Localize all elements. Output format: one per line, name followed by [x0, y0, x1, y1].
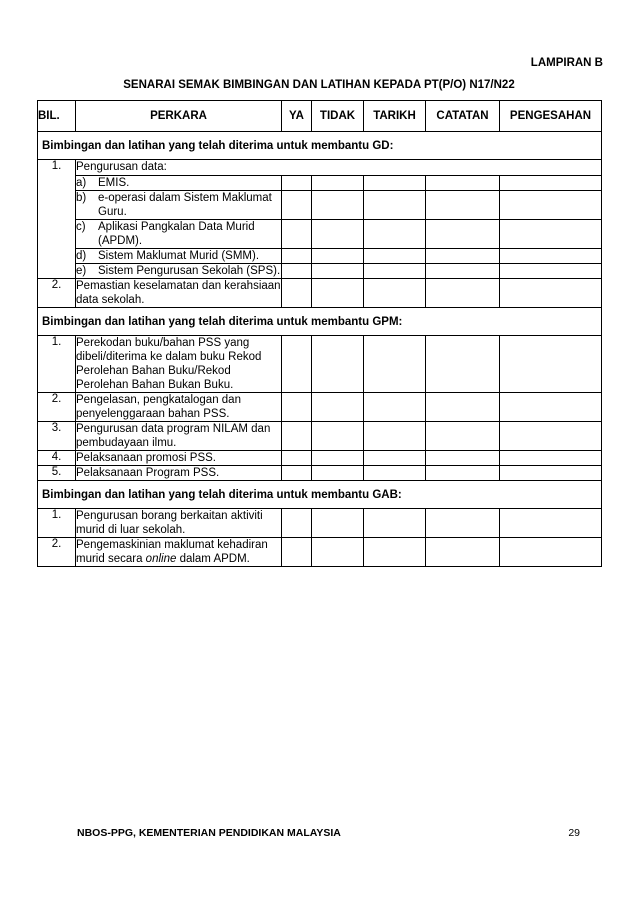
row-number: 1. [38, 509, 76, 538]
row-item: Pengelasan, pengkatalogan dan penyelenggaraan bahan PSS. [76, 393, 282, 422]
row-number: 2. [38, 538, 76, 567]
sub-text: Aplikasi Pangkalan Data Murid (APDM). [98, 221, 255, 247]
cell-tarikh[interactable] [364, 538, 426, 567]
row-item [76, 538, 282, 567]
cell-tidak[interactable] [312, 191, 364, 220]
footer-organisation: NBOS-PPG, KEMENTERIAN PENDIDIKAN MALAYSIA [77, 827, 341, 839]
sub-item [76, 176, 282, 191]
table-row [38, 220, 602, 249]
cell-tidak[interactable] [312, 336, 364, 393]
cell-catatan[interactable] [426, 393, 500, 422]
cell-ya[interactable] [282, 509, 312, 538]
item-text: Pengemaskinian maklumat kehadiran murid secara [76, 539, 268, 565]
row-number: 5. [38, 466, 76, 481]
cell-catatan[interactable] [426, 538, 500, 567]
cell-tidak[interactable] [312, 538, 364, 567]
cell-pengesahan[interactable] [500, 422, 602, 451]
cell-pengesahan[interactable] [500, 538, 602, 567]
cell-pengesahan[interactable] [500, 393, 602, 422]
table-row [38, 422, 602, 451]
cell-pengesahan[interactable] [500, 509, 602, 538]
cell-catatan[interactable] [426, 191, 500, 220]
section-row-gab [38, 481, 602, 509]
cell-tarikh[interactable] [364, 191, 426, 220]
cell-ya[interactable] [282, 422, 312, 451]
header-row [38, 101, 602, 132]
cell-pengesahan[interactable] [500, 451, 602, 466]
cell-tarikh[interactable] [364, 393, 426, 422]
row-item: Pelaksanaan Program PSS. [76, 466, 282, 481]
sub-item [76, 220, 282, 249]
cell-tarikh[interactable] [364, 220, 426, 249]
sub-letter: a) [76, 177, 87, 189]
table-row [38, 538, 602, 567]
sub-item [76, 264, 282, 279]
cell-pengesahan[interactable] [500, 336, 602, 393]
cell-tidak[interactable] [312, 279, 364, 308]
table-row [38, 191, 602, 220]
col-catatan: CATATAN [426, 101, 500, 132]
cell-ya[interactable] [282, 264, 312, 279]
table-row [38, 249, 602, 264]
cell-ya[interactable] [282, 466, 312, 481]
cell-catatan[interactable] [426, 451, 500, 466]
cell-tarikh[interactable] [364, 509, 426, 538]
sub-letter: c) [76, 221, 86, 233]
table-row [38, 160, 602, 176]
cell-pengesahan[interactable] [500, 264, 602, 279]
cell-catatan[interactable] [426, 176, 500, 191]
table-row [38, 264, 602, 279]
page-number: 29 [568, 827, 580, 839]
row-item: Pengurusan borang berkaitan aktiviti murid di luar sekolah. [76, 509, 282, 538]
table-row [38, 509, 602, 538]
cell-pengesahan[interactable] [500, 191, 602, 220]
cell-ya[interactable] [282, 538, 312, 567]
cell-ya[interactable] [282, 336, 312, 393]
cell-tidak[interactable] [312, 451, 364, 466]
cell-tidak[interactable] [312, 466, 364, 481]
row-number: 1. [38, 160, 76, 279]
sub-text: Sistem Pengurusan Sekolah (SPS). [98, 265, 281, 277]
table-row [38, 451, 602, 466]
cell-pengesahan[interactable] [500, 466, 602, 481]
cell-ya[interactable] [282, 191, 312, 220]
row-number: 4. [38, 451, 76, 466]
sub-text: EMIS. [98, 177, 130, 189]
sub-letter: d) [76, 250, 87, 262]
cell-tidak[interactable] [312, 422, 364, 451]
cell-catatan[interactable] [426, 509, 500, 538]
sub-text: e-operasi dalam Sistem Maklumat Guru. [98, 192, 272, 218]
cell-catatan[interactable] [426, 422, 500, 451]
cell-ya[interactable] [282, 393, 312, 422]
item-text: dalam APDM. [176, 553, 250, 565]
cell-tidak[interactable] [312, 176, 364, 191]
sub-letter: e) [76, 265, 87, 277]
cell-ya[interactable] [282, 176, 312, 191]
cell-tarikh[interactable] [364, 264, 426, 279]
cell-tidak[interactable] [312, 393, 364, 422]
row-item: Pemastian keselamatan dan kerahsiaan data sekolah. [76, 280, 281, 306]
table-row [38, 393, 602, 422]
cell-ya[interactable] [282, 451, 312, 466]
col-pengesahan: PENGESAHAN [500, 101, 602, 132]
row-item: Perekodan buku/bahan PSS yang dibeli/diterima ke dalam buku Rekod Perolehan Bahan Buku/Rekod Perolehan Bahan Bukan Buku. [76, 336, 282, 393]
section-title: Bimbingan dan latihan yang telah diterima untuk membantu GD: [38, 132, 602, 160]
cell-catatan[interactable] [426, 279, 500, 308]
cell-tidak[interactable] [312, 249, 364, 264]
col-bil: BIL. [38, 101, 76, 132]
col-perkara: PERKARA [76, 101, 282, 132]
section-title: Bimbingan dan latihan yang telah diterima untuk membantu GAB: [38, 481, 602, 509]
table-row [38, 176, 602, 191]
section-title: Bimbingan dan latihan yang telah diterima untuk membantu GPM: [38, 308, 602, 336]
cell-catatan[interactable] [426, 220, 500, 249]
cell-catatan[interactable] [426, 466, 500, 481]
cell-pengesahan[interactable] [500, 249, 602, 264]
table-row [38, 279, 602, 308]
cell-tidak[interactable] [312, 220, 364, 249]
table-row [38, 466, 602, 481]
item-text-italic: online [145, 553, 177, 565]
cell-catatan[interactable] [426, 336, 500, 393]
cell-catatan[interactable] [426, 249, 500, 264]
table-row [38, 336, 602, 393]
cell-ya[interactable] [282, 220, 312, 249]
cell-tidak[interactable] [312, 509, 364, 538]
cell-pengesahan[interactable] [500, 176, 602, 191]
cell-ya[interactable] [282, 279, 312, 308]
col-ya: YA [282, 101, 312, 132]
sub-item [76, 249, 282, 264]
cell-tarikh[interactable] [364, 249, 426, 264]
sub-letter: b) [76, 192, 87, 204]
cell-tarikh[interactable] [364, 176, 426, 191]
checklist-table [37, 100, 602, 567]
cell-ya[interactable] [282, 249, 312, 264]
sub-text: Sistem Maklumat Murid (SMM). [98, 250, 260, 262]
row-item: Pengurusan data: [76, 160, 602, 176]
cell-tarikh[interactable] [364, 336, 426, 393]
row-number: 1. [38, 336, 76, 393]
row-number: 3. [38, 422, 76, 451]
row-item: Pengurusan data program NILAM dan pembudayaan ilmu. [76, 422, 282, 451]
row-number: 2. [38, 279, 76, 308]
row-item: Pelaksanaan promosi PSS. [76, 451, 282, 466]
cell-pengesahan[interactable] [500, 220, 602, 249]
row-number: 2. [38, 393, 76, 422]
col-tarikh: TARIKH [364, 101, 426, 132]
cell-tarikh[interactable] [364, 451, 426, 466]
document-title: SENARAI SEMAK BIMBINGAN DAN LATIHAN KEPADA PT(P/O) N17/N22 [123, 79, 515, 91]
cell-tidak[interactable] [312, 264, 364, 279]
section-row-gd [38, 132, 602, 160]
cell-tarikh[interactable] [364, 279, 426, 308]
sub-item [76, 191, 282, 220]
cell-pengesahan[interactable] [500, 279, 602, 308]
cell-tarikh[interactable] [364, 466, 426, 481]
col-tidak: TIDAK [312, 101, 364, 132]
cell-tarikh[interactable] [364, 422, 426, 451]
lampiran-label: LAMPIRAN B [530, 57, 603, 69]
section-row-gpm [38, 308, 602, 336]
cell-catatan[interactable] [426, 264, 500, 279]
